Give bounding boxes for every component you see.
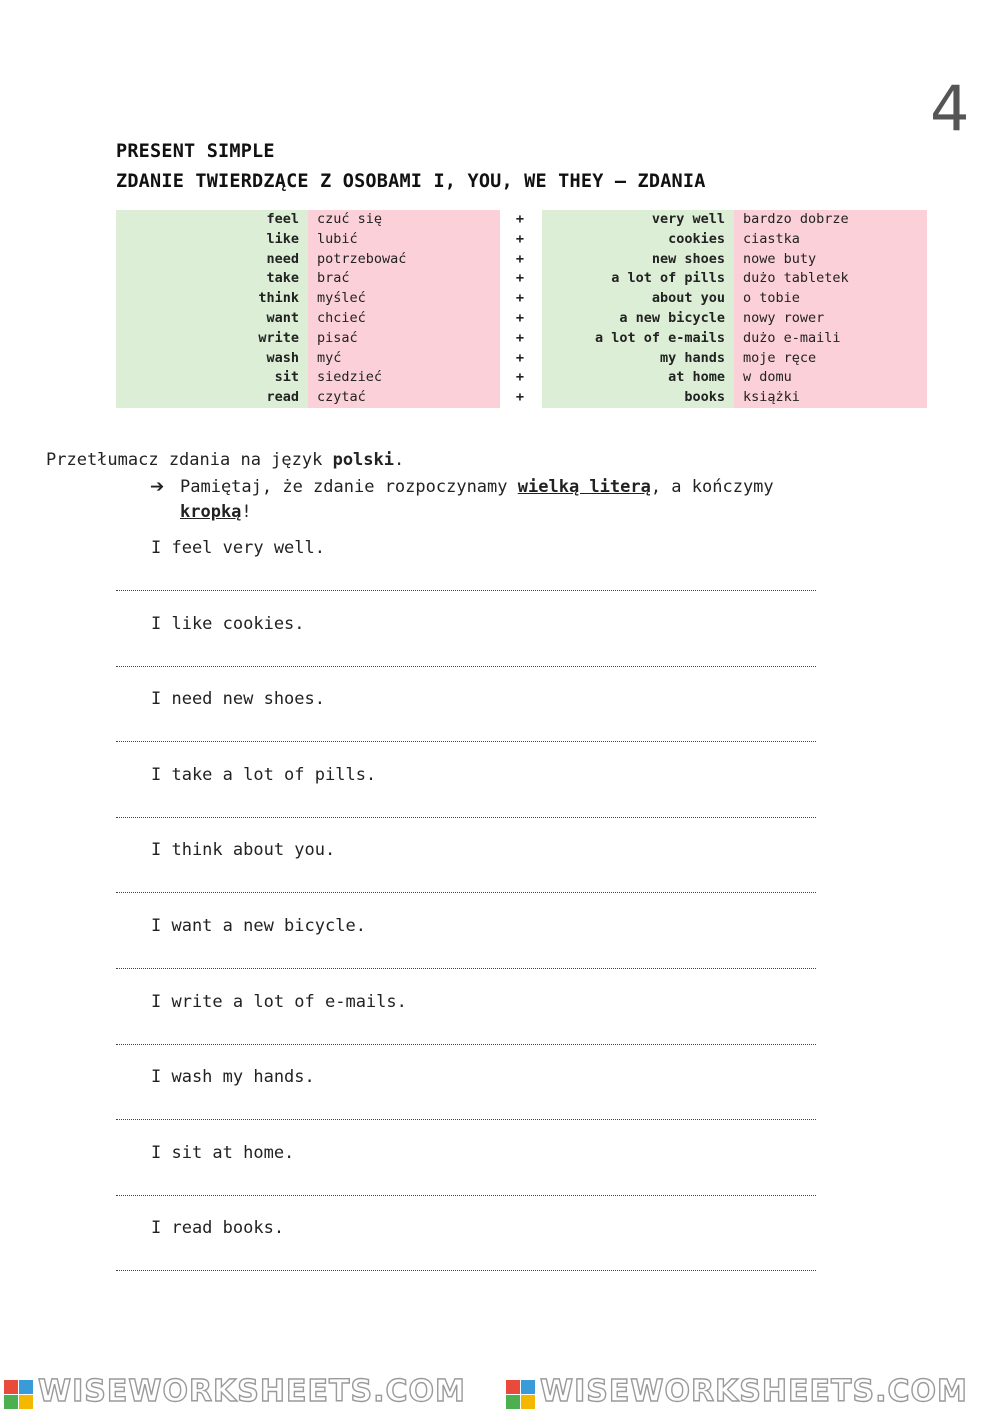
vocab-object: cookies [668, 230, 725, 247]
vocab-verb: feel [266, 211, 299, 227]
arrow-right-icon: ➔ [150, 477, 165, 497]
exercise-sentence: I want a new bicycle. [151, 916, 366, 936]
vocab-verb-translation: chcieć [317, 310, 366, 326]
logo-icon [506, 1380, 536, 1410]
reminder-part1: Pamiętaj, że zdanie rozpoczynamy [180, 477, 518, 497]
footer [0, 1372, 1000, 1413]
vocab-verb: like [266, 230, 299, 247]
vocab-object: about you [651, 290, 725, 307]
exercise-sentence: I feel very well. [151, 538, 325, 558]
answer-line[interactable] [116, 968, 816, 969]
footer-brand-right [506, 1372, 1000, 1413]
brand-text: WISEWORKSHEETS.COM [38, 1374, 466, 1409]
exercise-sentence: I sit at home. [151, 1142, 295, 1163]
vocab-object: new shoes [651, 250, 725, 267]
exercise-sentence: I need new shoes. [151, 689, 325, 710]
reminder-capital: wielką literą [517, 477, 651, 497]
answer-line[interactable] [116, 817, 816, 818]
vocab-row [116, 269, 928, 289]
vocab-object-translation: nowe buty [743, 250, 817, 267]
vocab-plus: + [515, 369, 525, 386]
page-subtitle: ZDANIE TWIERDZĄCE Z OSOBAMI I, YOU, WE THEY – ZDANIA [116, 171, 706, 192]
vocab-object-translation: o tobie [743, 290, 800, 307]
vocab-object-translation: w domu [743, 369, 792, 386]
vocab-verb: write [258, 329, 299, 346]
vocab-plus: + [515, 310, 525, 326]
vocab-plus: + [515, 290, 525, 307]
vocab-object-translation: moje ręce [743, 349, 817, 366]
vocab-object: books [684, 389, 725, 406]
vocab-plus: + [515, 250, 525, 267]
vocab-verb-translation: siedzieć [317, 369, 383, 386]
exercise-sentence: I like cookies. [151, 613, 305, 634]
instruction-text: Przetłumacz zdania na język [46, 450, 333, 470]
vocab-row [116, 388, 928, 408]
vocab-verb: think [258, 290, 299, 307]
vocab-object: at home [668, 369, 725, 386]
answer-line[interactable] [116, 892, 816, 893]
vocab-verb-translation: lubić [317, 230, 358, 247]
reminder-part3: ! [241, 502, 252, 522]
reminder-text [152, 475, 832, 525]
vocab-row [116, 329, 928, 349]
vocab-object-translation: książki [743, 389, 800, 406]
reminder-part2: , a kończymy [650, 477, 774, 497]
vocab-verb-translation: myć [317, 349, 342, 366]
exercise-sentence: I take a lot of pills. [151, 764, 377, 785]
vocab-object: my hands [659, 349, 725, 366]
vocab-row [116, 230, 928, 250]
exercise-sentence: I think about you. [151, 840, 336, 861]
vocab-verb: take [266, 270, 299, 287]
vocab-plus: + [515, 230, 525, 247]
vocab-object-translation: ciastka [743, 230, 800, 247]
exercise-sentence: I read books. [151, 1218, 285, 1239]
vocab-verb: need [266, 250, 299, 267]
vocab-object-translation: nowy rower [743, 310, 825, 326]
vocab-object: a new bicycle [619, 310, 725, 326]
vocab-verb-translation: czytać [317, 389, 366, 406]
vocab-verb: wash [266, 349, 299, 366]
vocab-row [116, 289, 928, 309]
answer-line[interactable] [116, 1119, 816, 1120]
vocab-plus: + [515, 329, 525, 346]
vocab-verb-translation: czuć się [317, 211, 383, 227]
vocab-row [116, 368, 928, 388]
answer-line[interactable] [116, 590, 816, 591]
page-title: PRESENT SIMPLE [116, 141, 275, 162]
vocab-object-translation: dużo e-maili [743, 329, 841, 346]
answer-line[interactable] [116, 1270, 816, 1271]
vocab-verb-translation: myśleć [317, 290, 366, 307]
vocab-verb-translation: brać [317, 270, 350, 287]
vocab-plus: + [515, 349, 525, 366]
vocab-object: a lot of pills [611, 270, 725, 287]
vocab-row [116, 309, 928, 329]
footer-brand-left [4, 1372, 499, 1413]
exercise-sentence: I wash my hands. [151, 1067, 315, 1088]
vocab-table [116, 210, 928, 408]
reminder-period: kropką [180, 502, 242, 522]
answer-line[interactable] [116, 666, 816, 667]
vocab-verb: read [266, 389, 299, 406]
vocab-plus: + [515, 270, 525, 287]
vocab-row [116, 349, 928, 369]
vocab-object-translation: dużo tabletek [743, 270, 849, 287]
vocab-plus: + [515, 211, 525, 227]
vocab-verb-translation: potrzebować [317, 250, 407, 267]
brand-text: WISEWORKSHEETS.COM [540, 1374, 968, 1409]
logo-icon [4, 1380, 34, 1410]
vocab-row [116, 250, 928, 270]
answer-line[interactable] [116, 741, 816, 742]
vocab-verb: sit [274, 369, 299, 386]
vocab-verb: want [266, 310, 299, 326]
vocab-object-translation: bardzo dobrze [743, 211, 849, 227]
exercise-sentence: I write a lot of e-mails. [151, 991, 407, 1012]
vocab-object: a lot of e-mails [594, 329, 725, 346]
vocab-plus: + [515, 389, 525, 406]
vocab-row [116, 210, 928, 230]
answer-line[interactable] [116, 1195, 816, 1196]
page-number: 4 [930, 72, 970, 145]
answer-line[interactable] [116, 1044, 816, 1045]
vocab-verb-translation: pisać [317, 329, 358, 346]
instruction [46, 450, 404, 470]
vocab-object: very well [651, 211, 725, 227]
instruction-end: . [394, 450, 405, 470]
reminder [152, 475, 832, 525]
instruction-bold: polski [332, 450, 394, 470]
